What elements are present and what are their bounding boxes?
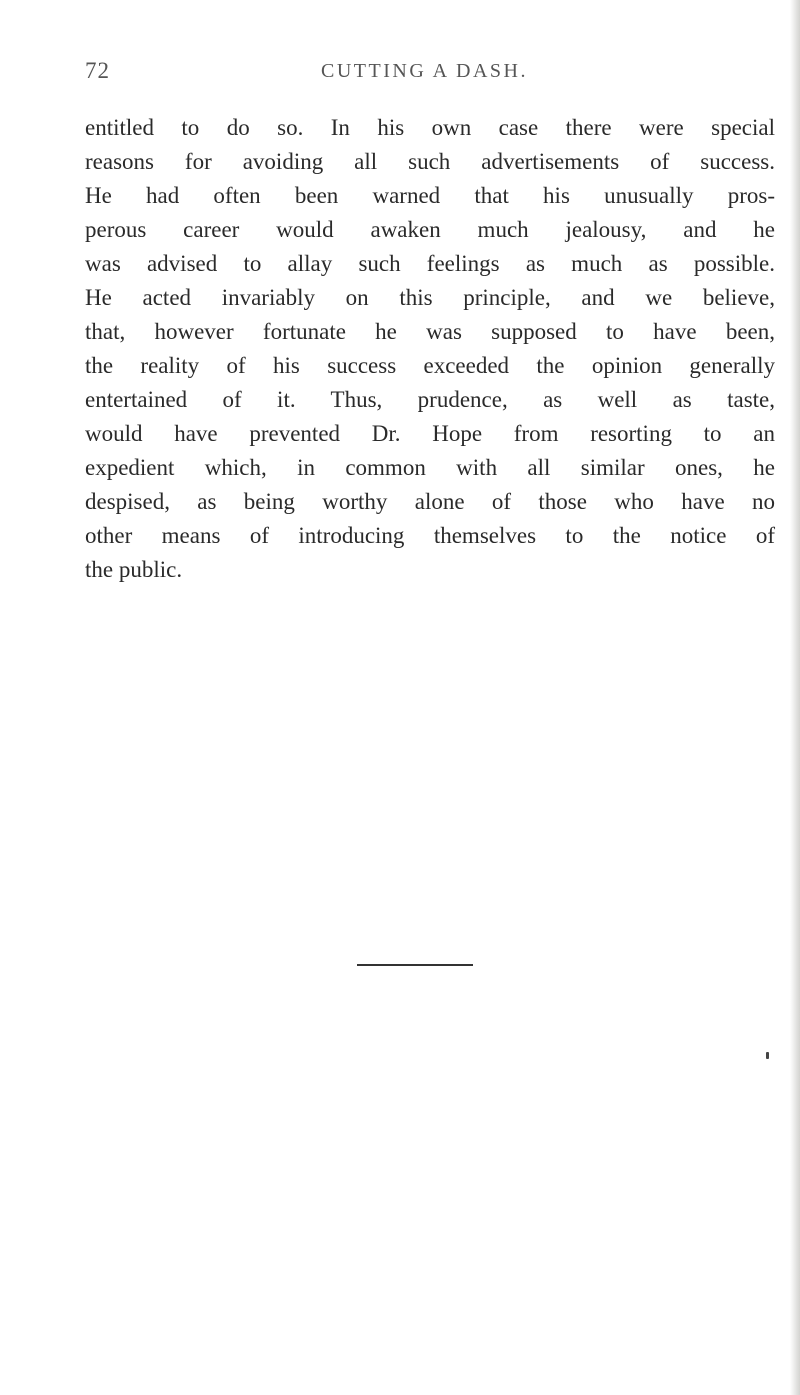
text-line: expedient which, in common with all similar ones, he — [85, 455, 775, 480]
text-line: reasons for avoiding all such advertisements of success. — [85, 149, 775, 174]
text-line: was advised to allay such feelings as much as possible. — [85, 251, 775, 276]
text-line: entitled to do so. In his own case there were special — [85, 115, 775, 140]
text-line: other means of introducing themselves to the notice of — [85, 523, 775, 548]
text-line: He acted invariably on this principle, and we believe, — [85, 285, 775, 310]
page-header — [85, 58, 775, 98]
ink-speck — [766, 1052, 769, 1059]
running-head: CUTTING A DASH. — [321, 60, 528, 82]
text-line: the public. — [85, 557, 183, 582]
section-end-rule — [357, 964, 473, 966]
text-line: that, however fortunate he was supposed to have been, — [85, 319, 775, 344]
text-line: the reality of his success exceeded the opinion generally — [85, 353, 775, 378]
text-line: perous career would awaken much jealousy, and he — [85, 217, 775, 242]
text-line: He had often been warned that his unusually pros- — [85, 183, 775, 208]
text-line: despised, as being worthy alone of those who have no — [85, 489, 775, 514]
body-text — [85, 111, 775, 587]
page-edge-shadow — [790, 0, 800, 1395]
text-line: would have prevented Dr. Hope from resorting to an — [85, 421, 775, 446]
text-line: entertained of it. Thus, prudence, as well as taste, — [85, 387, 775, 412]
page-number: 72 — [85, 58, 110, 83]
